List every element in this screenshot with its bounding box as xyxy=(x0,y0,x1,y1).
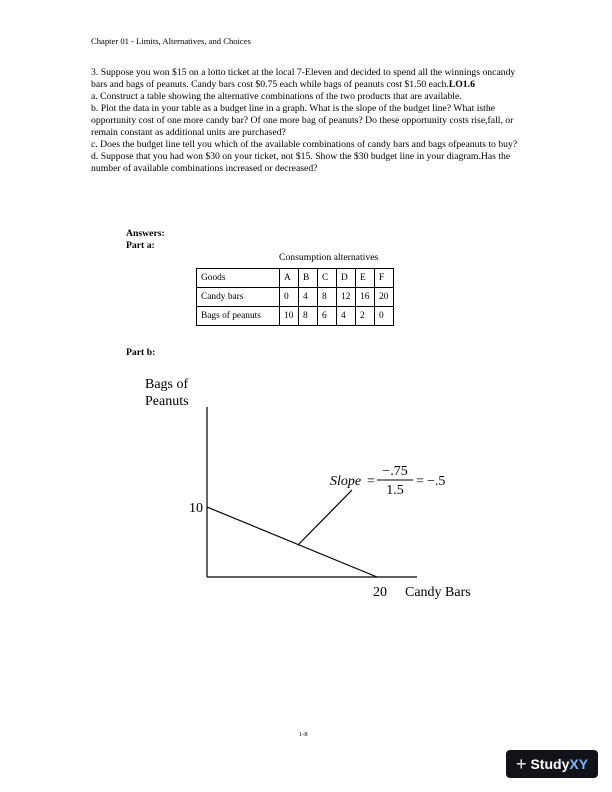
slope-result: −.5 xyxy=(427,474,446,489)
table-cell: 10 xyxy=(280,307,299,326)
question-part-b: b. Plot the data in your table as a budget line in a graph. What is the slope of the budget line? What isthe opportunity cost of one more candy bar? Of one more bag of peanuts? Do these opportunity costs rise,fall, or remain constant as additional units are purchased? xyxy=(91,103,514,138)
slope-denominator: 1.5 xyxy=(386,483,404,498)
badge-brand-study: Study xyxy=(530,756,570,772)
x-axis-label: Candy Bars xyxy=(405,585,471,600)
slope-formula xyxy=(330,464,445,498)
table-cell: Candy bars xyxy=(197,288,280,307)
budget-line-graph xyxy=(140,370,500,610)
part-a-heading: Part a: xyxy=(126,240,155,251)
table-cell: E xyxy=(356,269,375,288)
badge-brand xyxy=(530,756,588,772)
table-cell: C xyxy=(318,269,337,288)
question-intro xyxy=(91,67,531,91)
slope-numerator: −.75 xyxy=(382,464,408,479)
question-part-a: a. Construct a table showing the alternative combinations of the two products that are available. xyxy=(91,91,462,102)
table-cell: 4 xyxy=(299,288,318,307)
page-number: 1-8 xyxy=(299,731,308,738)
slope-equals: = xyxy=(367,474,375,489)
table-cell: A xyxy=(280,269,299,288)
question-part-c: c. Does the budget line tell you which of the available combinations of candy bars and bags ofpeanuts to buy? xyxy=(91,139,518,150)
slope-equals-2: = xyxy=(416,474,424,489)
table-cell: D xyxy=(337,269,356,288)
part-b-heading: Part b: xyxy=(126,347,156,358)
table-cell: 20 xyxy=(375,288,394,307)
table-caption: Consumption alternatives xyxy=(279,252,379,263)
y-axis-label-line2: Peanuts xyxy=(145,394,189,409)
answers-block xyxy=(126,228,165,252)
table-cell: 0 xyxy=(375,307,394,326)
chapter-header: Chapter 01 - Limits, Alternatives, and Choices xyxy=(91,36,251,46)
table-row xyxy=(197,269,394,288)
table-cell: Bags of peanuts xyxy=(197,307,280,326)
table-cell: 2 xyxy=(356,307,375,326)
slope-pointer-line xyxy=(298,490,352,545)
y-intercept-label: 10 xyxy=(189,501,203,516)
question-block xyxy=(91,67,531,175)
table-cell: Goods xyxy=(197,269,280,288)
table-cell: 12 xyxy=(337,288,356,307)
slope-word: Slope xyxy=(330,474,362,489)
table-cell: 4 xyxy=(337,307,356,326)
table-cell: B xyxy=(299,269,318,288)
table-cell: 8 xyxy=(299,307,318,326)
question-part-d: d. Suppose that you had won $30 on your ticket, not $15. Show the $30 budget line in your diagram.Has the number of available combinations increased or decreased? xyxy=(91,151,511,174)
table-row xyxy=(197,288,394,307)
question-intro-text: 3. Suppose you won $15 on a lotto ticket at the local 7-Eleven and decided to spend all the winnings oncandy bars and bags of peanuts. Candy bars cost $0.75 each while bags of peanuts cost $1.50 each. xyxy=(91,67,516,90)
table-cell: 6 xyxy=(318,307,337,326)
budget-line xyxy=(207,507,377,577)
table-cell: F xyxy=(375,269,394,288)
table-cell: 0 xyxy=(280,288,299,307)
learning-objective: LO1.6 xyxy=(448,79,475,90)
x-intercept-label: 20 xyxy=(373,585,387,600)
table-cell: 8 xyxy=(318,288,337,307)
badge-brand-xy: XY xyxy=(569,756,589,772)
table-cell: 16 xyxy=(356,288,375,307)
plus-icon: + xyxy=(515,754,527,774)
table-row xyxy=(197,307,394,326)
y-axis-label-line1: Bags of xyxy=(145,377,189,392)
studyxy-badge[interactable] xyxy=(506,750,598,778)
consumption-table xyxy=(196,268,394,326)
answers-heading: Answers: xyxy=(126,228,165,239)
